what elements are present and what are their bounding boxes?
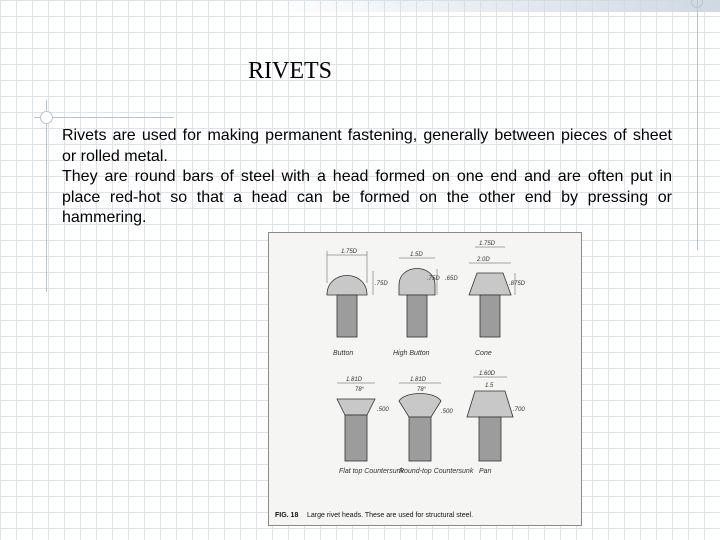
label-cone: Cone xyxy=(475,350,492,357)
dim-roundtop-angle: 78° xyxy=(417,387,427,393)
label-button: Button xyxy=(333,350,354,357)
figure-caption-label: FIG. 18 xyxy=(275,512,299,519)
rivet-heads-figure xyxy=(268,232,582,526)
top-decorative-band xyxy=(265,0,720,12)
dim-highbutton-width: 1.5D xyxy=(410,252,423,258)
dim-button-width: 1.75D xyxy=(341,249,358,255)
dim-highbutton-height: .75D xyxy=(427,276,440,282)
paragraph-1: Rivets are used for making permanent fastening, generally between pieces of sheet or rolled metal. xyxy=(62,127,672,165)
dim-button-height: .75D xyxy=(375,281,388,287)
dim-roundtop-width: 1.81D xyxy=(410,377,427,383)
rivet-round-top-countersunk xyxy=(399,377,474,475)
decorative-vertical-line-right xyxy=(697,0,698,250)
dim-flattop-depth: .500 xyxy=(377,407,389,413)
dim-cone-base: 2.0D xyxy=(477,257,490,263)
rivet-diagram xyxy=(269,233,581,525)
rivet-high-button xyxy=(393,252,458,357)
slide-title: RIVETS xyxy=(248,58,332,84)
slide-body xyxy=(62,126,672,229)
dim-pan-base: 1.5 xyxy=(485,383,494,389)
label-flat-top: Flat top Countersunk xyxy=(339,468,404,475)
dim-flattop-width: 1.81D xyxy=(346,377,363,383)
rivet-flat-top-countersunk xyxy=(337,377,404,475)
dim-pan-top: 1.60D xyxy=(479,371,496,377)
decorative-horizontal-line xyxy=(34,117,174,118)
rivet-cone xyxy=(469,241,526,357)
decorative-circle-left xyxy=(40,111,53,124)
dim-cone-top: 1.75D xyxy=(479,241,496,247)
label-round-top: Round-top Countersunk xyxy=(399,468,474,475)
dim-flattop-angle: 78° xyxy=(355,387,365,393)
dim-highbutton-rise: .65D xyxy=(445,276,458,282)
paragraph-2: They are round bars of steel with a head formed on one end and are often put in place red-hot so that a head can be formed on the other end by pressing or hammering. xyxy=(62,168,672,227)
decorative-vertical-line-left xyxy=(46,100,47,292)
figure-caption-text: Large rivet heads. These are used for structural steel. xyxy=(307,512,474,519)
rivet-pan xyxy=(467,371,525,475)
dim-pan-height: .700 xyxy=(513,407,525,413)
label-pan: Pan xyxy=(479,468,492,475)
label-high-button: High Button xyxy=(393,350,430,357)
dim-cone-height: .875D xyxy=(509,281,526,287)
dim-roundtop-depth: .500 xyxy=(441,409,453,415)
rivet-button xyxy=(327,249,388,357)
